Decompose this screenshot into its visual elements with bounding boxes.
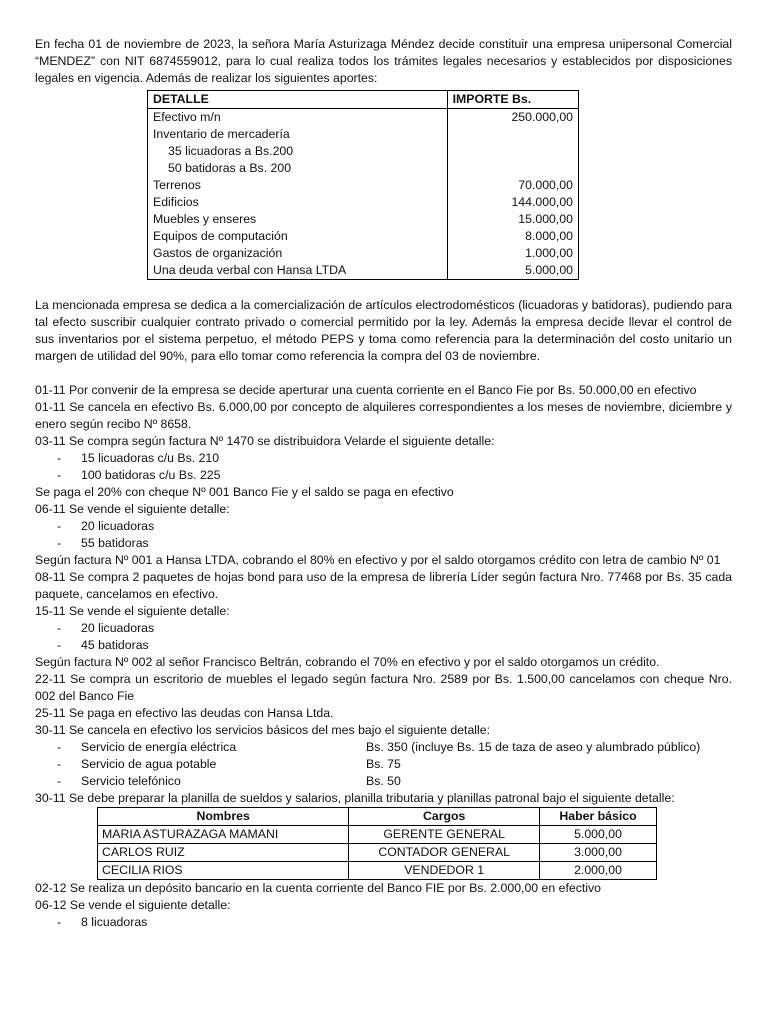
aportes-detalle: Muebles y enseres: [148, 211, 448, 228]
transaction-line: 15-11 Se vende el siguiente detalle:: [35, 604, 230, 618]
list-item: [35, 620, 732, 637]
planilla-table: [97, 807, 657, 880]
table-row: [148, 245, 579, 262]
list-item-text: 8 licuadoras: [81, 915, 148, 929]
dash-bullet: -: [57, 468, 62, 482]
aportes-importe: 70.000,00: [447, 177, 578, 194]
table-row: [98, 862, 657, 880]
dash-bullet: -: [57, 638, 62, 652]
aportes-importe: 250.000,00: [447, 109, 578, 127]
planilla-header-cargos: Cargos: [349, 808, 540, 826]
list-item-text: 55 batidoras: [81, 536, 149, 550]
table-row: [148, 228, 579, 245]
aportes-table: [147, 90, 579, 280]
planilla-header-nombres: Nombres: [98, 808, 349, 826]
list-item: [35, 637, 732, 654]
transaction-line: Se paga el 20% con cheque Nº 001 Banco Fie y el saldo se paga en efectivo: [35, 485, 454, 499]
planilla-header-row: [98, 808, 657, 826]
servicio-nombre: Servicio de energía eléctrica: [81, 740, 237, 754]
transaction-line: 30-11 Se cancela en efectivo los servicios básicos del mes bajo el siguiente detalle:: [35, 723, 491, 737]
list-item: [35, 518, 732, 535]
transaction-line: 01-11 Por convenir de la empresa se decide aperturar una cuenta corriente en el Banco Fie por Bs. 50.000,00 en efectivo: [35, 383, 697, 397]
transaction-line: 02-12 Se realiza un depósito bancario en la cuenta corriente del Banco FIE por Bs. 2.000,00 en efectivo: [35, 881, 602, 895]
dash-bullet: -: [57, 621, 62, 635]
transaction-line: 01-11 Se cancela en efectivo Bs. 6.000,00 por concepto de alquileres correspondientes a los meses de noviembre, diciembre y enero según recibo Nº 8658.: [35, 400, 732, 431]
aportes-detalle: Equipos de computación: [148, 228, 448, 245]
spacer: [35, 280, 732, 297]
table-row: [98, 826, 657, 844]
list-item: [35, 467, 732, 484]
planilla-cargo: VENDEDOR 1: [349, 862, 540, 880]
servicio-nombre: Servicio de agua potable: [81, 757, 217, 771]
list-item-text: 20 licuadoras: [81, 621, 155, 635]
intro-paragraph: En fecha 01 de noviembre de 2023, la señora María Asturizaga Méndez decide constituir una empresa unipersonal Comercial “MENDEZ” con NIT 6874559012, para lo cual realiza todos los trámites legales necesarios y establecidos por disposiciones legales en vigencia. Además de realizar los siguientes aportes:: [35, 37, 732, 85]
transaction-line: 30-11 Se debe preparar la planilla de sueldos y salarios, planilla tributaria y planillas patronal bajo el siguiente detalle:: [35, 791, 675, 805]
table-row: [148, 211, 579, 228]
servicio-monto: Bs. 75: [366, 757, 401, 771]
list-item-text: 20 licuadoras: [81, 519, 155, 533]
list-item: [35, 450, 732, 467]
aportes-importe: 144.000,00: [447, 194, 578, 211]
list-item-text: 45 batidoras: [81, 638, 149, 652]
transaction-line: 06-12 Se vende el siguiente detalle:: [35, 898, 231, 912]
servicio-nombre: Servicio telefónico: [81, 774, 181, 788]
planilla-haber: 3.000,00: [540, 844, 657, 862]
planilla-nombre: CARLOS RUIZ: [98, 844, 349, 862]
aportes-header-importe: IMPORTE Bs.: [447, 91, 578, 109]
transaction-line: 06-11 Se vende el siguiente detalle:: [35, 502, 230, 516]
transaction-line: Según factura Nº 001 a Hansa LTDA, cobrando el 80% en efectivo y por el saldo otorgamos crédito con letra de cambio Nº 01: [35, 553, 721, 567]
planilla-cargo: CONTADOR GENERAL: [349, 844, 540, 862]
aportes-detalle: Efectivo m/n: [148, 109, 448, 127]
aportes-header-row: [148, 91, 579, 109]
servicio-monto: Bs. 50: [366, 774, 401, 788]
table-row: [148, 160, 579, 177]
aportes-detalle: Inventario de mercadería: [148, 126, 448, 143]
dash-bullet: -: [57, 740, 62, 754]
transaction-line: Según factura Nº 002 al señor Francisco Beltrán, cobrando el 70% en efectivo y por el saldo otorgamos un crédito.: [35, 655, 660, 669]
list-item-text: 100 batidoras c/u Bs. 225: [81, 468, 221, 482]
planilla-header-haber: Haber básico: [540, 808, 657, 826]
aportes-importe: [447, 126, 578, 143]
transaction-line: 22-11 Se compra un escritorio de muebles el legado según factura Nro. 2589 por Bs. 1.500,00 cancelamos con cheque Nro. 002 del Banco Fie: [35, 672, 732, 703]
list-item: [35, 739, 732, 756]
aportes-detalle: Una deuda verbal con Hansa LTDA: [148, 262, 448, 280]
transaction-line: 08-11 Se compra 2 paquetes de hojas bond para uso de la empresa de librería Líder según factura Nro. 77468 por Bs. 35 cada paquete, cancelamos en efectivo.: [35, 570, 732, 601]
aportes-header-detalle: DETALLE: [148, 91, 448, 109]
list-item: [35, 914, 732, 931]
aportes-importe: [447, 160, 578, 177]
aportes-detalle: Edificios: [148, 194, 448, 211]
aportes-importe: 5.000,00: [447, 262, 578, 280]
aportes-detalle: Gastos de organización: [148, 245, 448, 262]
spacer: [35, 365, 732, 382]
planilla-haber: 5.000,00: [540, 826, 657, 844]
table-row: [148, 262, 579, 280]
table-row: [148, 194, 579, 211]
planilla-haber: 2.000,00: [540, 862, 657, 880]
list-item: [35, 756, 732, 773]
list-item: [35, 773, 732, 790]
transaction-line: 03-11 Se compra según factura Nº 1470 se distribuidora Velarde el siguiente detalle:: [35, 434, 495, 448]
document-page: [35, 36, 732, 931]
dash-bullet: -: [57, 536, 62, 550]
table-row: [148, 143, 579, 160]
table-row: [148, 126, 579, 143]
company-description-paragraph: La mencionada empresa se dedica a la comercialización de artículos electrodomésticos (licuadoras y batidoras), pudiendo para tal efecto suscribir cualquier contrato privado o comercial permitido por la ley. Además la empresa decide llevar el control de sus inventarios por el sistema perpetuo, el método PEPS y toma como referencia para la determinación del costo unitario un margen de utilidad del 90%, para ello tomar como referencia la compra del 03 de noviembre.: [35, 298, 732, 363]
list-item: [35, 535, 732, 552]
dash-bullet: -: [57, 774, 62, 788]
aportes-detalle: 35 licuadoras a Bs.200: [148, 143, 448, 160]
aportes-importe: [447, 143, 578, 160]
aportes-importe: 8.000,00: [447, 228, 578, 245]
table-row: [98, 844, 657, 862]
servicio-monto: Bs. 350 (incluye Bs. 15 de taza de aseo y alumbrado público): [366, 740, 701, 754]
table-row: [148, 177, 579, 194]
dash-bullet: -: [57, 757, 62, 771]
aportes-detalle: Terrenos: [148, 177, 448, 194]
aportes-detalle: 50 batidoras a Bs. 200: [148, 160, 448, 177]
aportes-importe: 15.000,00: [447, 211, 578, 228]
dash-bullet: -: [57, 915, 62, 929]
list-item-text: 15 licuadoras c/u Bs. 210: [81, 451, 220, 465]
dash-bullet: -: [57, 519, 62, 533]
planilla-nombre: CECILIA RIOS: [98, 862, 349, 880]
dash-bullet: -: [57, 451, 62, 465]
planilla-cargo: GERENTE GENERAL: [349, 826, 540, 844]
planilla-nombre: MARIA ASTURAZAGA MAMANI: [98, 826, 349, 844]
aportes-importe: 1.000,00: [447, 245, 578, 262]
transaction-line: 25-11 Se paga en efectivo las deudas con Hansa Ltda.: [35, 706, 334, 720]
table-row: [148, 109, 579, 127]
